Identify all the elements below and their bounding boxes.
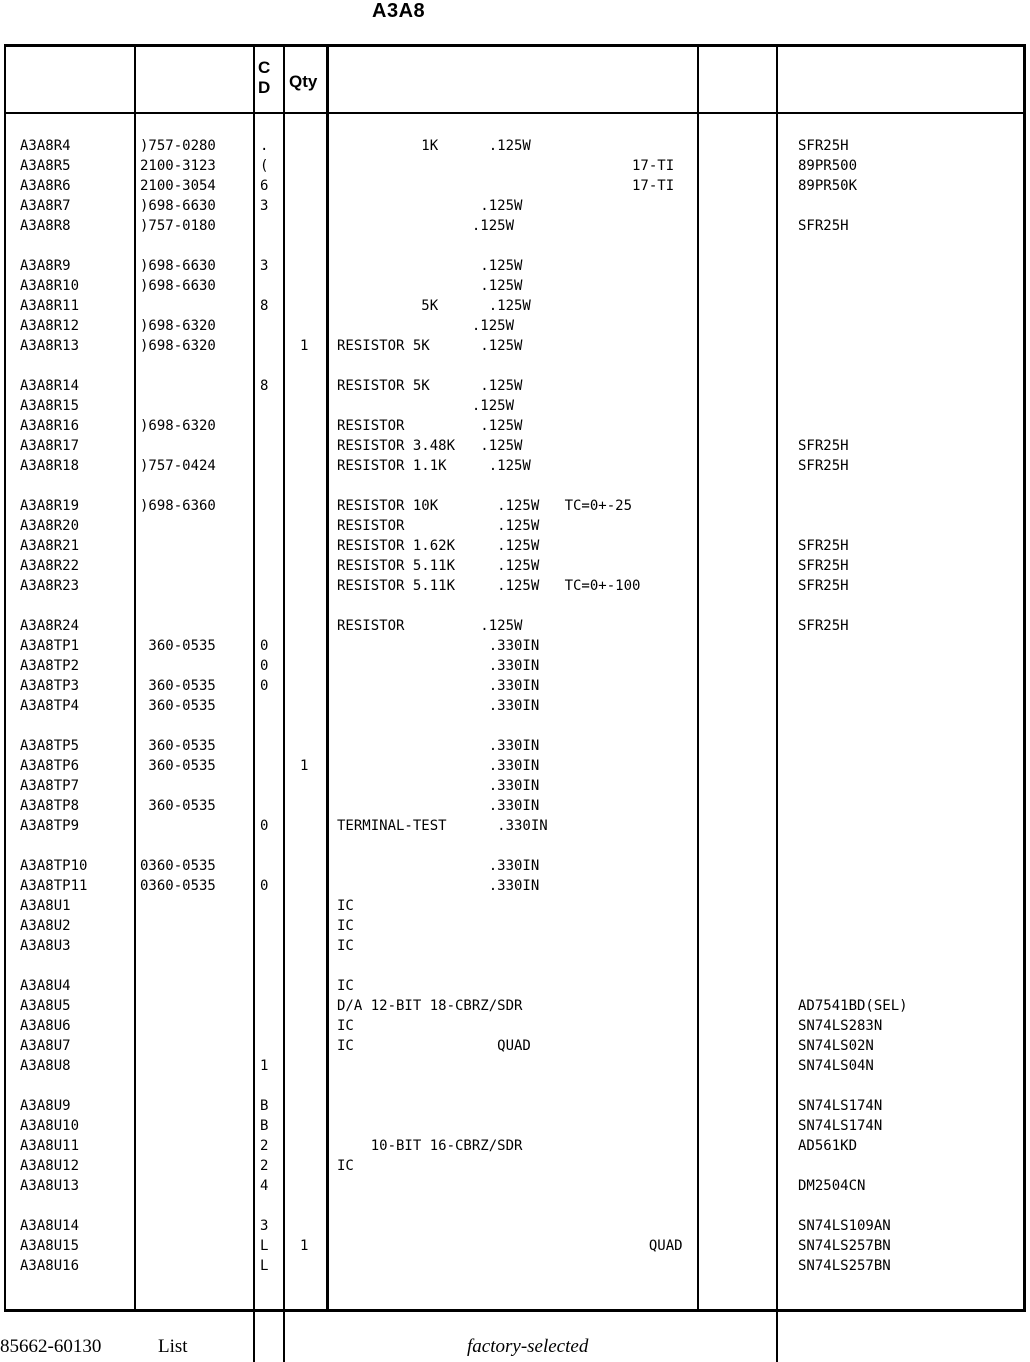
description: .330IN — [337, 758, 540, 774]
header-cd: C D — [258, 58, 271, 97]
check-digit: 3 — [260, 258, 269, 274]
table-row — [0, 636, 1030, 656]
table-row — [0, 876, 1030, 896]
part-reference: A3A8R4 — [20, 138, 71, 154]
part-number: )757-0180 — [140, 218, 216, 234]
part-number: )757-0280 — [140, 138, 216, 154]
part-reference: A3A8TP11 — [20, 878, 88, 894]
part-reference: A3A8U16 — [20, 1258, 80, 1274]
table-row — [0, 736, 1030, 756]
table-row — [0, 776, 1030, 796]
part-number: 2100-3054 — [140, 178, 216, 194]
description: .125W — [337, 318, 515, 334]
part-reference: A3A8R23 — [20, 578, 80, 594]
part-reference: A3A8TP5 — [20, 738, 80, 754]
check-digit: L — [260, 1238, 269, 1254]
description: .330IN — [337, 858, 540, 874]
part-reference: A3A8U15 — [20, 1238, 80, 1254]
table-row — [0, 296, 1030, 316]
mfr-part-number: SFR25H — [798, 578, 849, 594]
footer-note: factory-selected — [467, 1336, 589, 1357]
part-reference: A3A8U11 — [20, 1138, 80, 1154]
mfr-part-number: SN74LS174N — [798, 1098, 883, 1114]
part-reference: A3A8R10 — [20, 278, 80, 294]
table-row — [0, 1256, 1030, 1276]
table-row — [0, 856, 1030, 876]
description: RESISTOR 5K .125W — [337, 378, 523, 394]
table-row — [0, 136, 1030, 156]
part-number: )698-6630 — [140, 198, 216, 214]
part-reference: A3A8TP7 — [20, 778, 80, 794]
table-row — [0, 276, 1030, 296]
part-reference: A3A8R6 — [20, 178, 71, 194]
part-reference: A3A8R9 — [20, 258, 71, 274]
table-row — [0, 1236, 1030, 1256]
table-row — [0, 516, 1030, 536]
mfr-part-number: SN74LS283N — [798, 1018, 883, 1034]
part-reference: A3A8R14 — [20, 378, 80, 394]
description: IC — [337, 898, 354, 914]
check-digit: 3 — [260, 1218, 269, 1234]
description: .330IN — [337, 798, 540, 814]
mfr-part-number: AD7541BD(SEL) — [798, 998, 908, 1014]
table-row — [0, 376, 1030, 396]
part-reference: A3A8U6 — [20, 1018, 71, 1034]
description: RESISTOR .125W — [337, 618, 523, 634]
footer-list: List — [158, 1336, 188, 1357]
mfr-part-number: SN74LS257BN — [798, 1238, 891, 1254]
description: 17-TI — [337, 158, 675, 174]
part-number: 0360-0535 — [140, 878, 216, 894]
table-row — [0, 156, 1030, 176]
part-reference: A3A8TP1 — [20, 638, 80, 654]
description: IC — [337, 918, 354, 934]
mfr-part-number: 89PR500 — [798, 158, 858, 174]
check-digit: 0 — [260, 878, 269, 894]
check-digit: 0 — [260, 658, 269, 674]
part-reference: A3A8TP8 — [20, 798, 80, 814]
table-row — [0, 436, 1030, 456]
description: RESISTOR 5.11K .125W TC=0+-100 — [337, 578, 641, 594]
description: RESISTOR 1.62K .125W — [337, 538, 540, 554]
part-number: )698-6630 — [140, 278, 216, 294]
description: RESISTOR 3.48K .125W — [337, 438, 523, 454]
part-reference: A3A8R22 — [20, 558, 80, 574]
part-number: 2100-3123 — [140, 158, 216, 174]
description: IC — [337, 938, 354, 954]
mfr-part-number: SN74LS04N — [798, 1058, 874, 1074]
table-row — [0, 696, 1030, 716]
part-reference: A3A8U14 — [20, 1218, 80, 1234]
description: .330IN — [337, 678, 540, 694]
mfr-part-number: SN74LS109AN — [798, 1218, 891, 1234]
description: .330IN — [337, 698, 540, 714]
part-number: )698-6320 — [140, 318, 216, 334]
description: IC QUAD — [337, 1038, 531, 1054]
table-row — [0, 1176, 1030, 1196]
mfr-part-number: SFR25H — [798, 458, 849, 474]
description: .125W — [337, 258, 523, 274]
mfr-part-number: 89PR50K — [798, 178, 858, 194]
part-number: )698-6320 — [140, 338, 216, 354]
description: D/A 12-BIT 18-CBRZ/SDR — [337, 998, 523, 1014]
part-reference: A3A8U10 — [20, 1118, 80, 1134]
quantity: 1 — [300, 758, 309, 774]
table-row — [0, 816, 1030, 836]
table-row — [0, 676, 1030, 696]
part-reference: A3A8U7 — [20, 1038, 71, 1054]
mfr-part-number: SN74LS174N — [798, 1118, 883, 1134]
table-row — [0, 616, 1030, 636]
check-digit: . — [260, 138, 269, 154]
table-row — [0, 1016, 1030, 1036]
table-row — [0, 976, 1030, 996]
part-number: 0360-0535 — [140, 858, 216, 874]
description: RESISTOR .125W — [337, 418, 523, 434]
part-reference: A3A8R8 — [20, 218, 71, 234]
part-number: 360-0535 — [140, 678, 216, 694]
part-reference: A3A8U4 — [20, 978, 71, 994]
part-reference: A3A8TP2 — [20, 658, 80, 674]
table-row — [0, 196, 1030, 216]
description: .330IN — [337, 658, 540, 674]
table-row — [0, 996, 1030, 1016]
part-reference: A3A8R24 — [20, 618, 80, 634]
mfr-part-number: SN74LS257BN — [798, 1258, 891, 1274]
part-reference: A3A8R12 — [20, 318, 80, 334]
description: IC — [337, 978, 354, 994]
part-reference: A3A8U2 — [20, 918, 71, 934]
quantity: 1 — [300, 1238, 309, 1254]
mfr-part-number: SFR25H — [798, 438, 849, 454]
check-digit: L — [260, 1258, 269, 1274]
table-row — [0, 916, 1030, 936]
description: IC — [337, 1018, 354, 1034]
check-digit: ( — [260, 158, 269, 174]
table-row — [0, 396, 1030, 416]
part-reference: A3A8U8 — [20, 1058, 71, 1074]
check-digit: 1 — [260, 1058, 269, 1074]
description: .330IN — [337, 778, 540, 794]
part-number: )698-6360 — [140, 498, 216, 514]
table-row — [0, 256, 1030, 276]
description: .125W — [337, 398, 515, 414]
part-number: 360-0535 — [140, 698, 216, 714]
check-digit: B — [260, 1098, 269, 1114]
description: RESISTOR 1.1K .125W — [337, 458, 531, 474]
part-number: )698-6320 — [140, 418, 216, 434]
description: RESISTOR .125W — [337, 518, 540, 534]
table-row — [0, 1056, 1030, 1076]
header-qty: Qty — [289, 72, 318, 91]
mfr-part-number: AD561KD — [798, 1138, 858, 1154]
table-row — [0, 216, 1030, 236]
description: .125W — [337, 198, 523, 214]
check-digit: 3 — [260, 198, 269, 214]
table-row — [0, 176, 1030, 196]
part-reference: A3A8R5 — [20, 158, 71, 174]
part-reference: A3A8U13 — [20, 1178, 80, 1194]
part-number: )757-0424 — [140, 458, 216, 474]
table-row — [0, 1136, 1030, 1156]
part-reference: A3A8R18 — [20, 458, 80, 474]
description: .125W — [337, 278, 523, 294]
part-reference: A3A8U12 — [20, 1158, 80, 1174]
part-reference: A3A8R20 — [20, 518, 80, 534]
table-row — [0, 316, 1030, 336]
part-reference: A3A8R15 — [20, 398, 80, 414]
mfr-part-number: SFR25H — [798, 218, 849, 234]
table-row — [0, 416, 1030, 436]
mfr-part-number: SFR25H — [798, 538, 849, 554]
part-reference: A3A8U3 — [20, 938, 71, 954]
part-reference: A3A8R7 — [20, 198, 71, 214]
part-reference: A3A8U9 — [20, 1098, 71, 1114]
part-reference: A3A8U1 — [20, 898, 71, 914]
check-digit: 4 — [260, 1178, 269, 1194]
check-digit: 2 — [260, 1138, 269, 1154]
table-row — [0, 656, 1030, 676]
table-row — [0, 1216, 1030, 1236]
check-digit: 0 — [260, 638, 269, 654]
check-digit: 0 — [260, 818, 269, 834]
description: .330IN — [337, 878, 540, 894]
description: 5K .125W — [337, 298, 531, 314]
part-number: 360-0535 — [140, 638, 216, 654]
mfr-part-number: SFR25H — [798, 618, 849, 634]
description: QUAD — [337, 1238, 683, 1254]
part-reference: A3A8TP9 — [20, 818, 80, 834]
mfr-part-number: SN74LS02N — [798, 1038, 874, 1054]
description: 10-BIT 16-CBRZ/SDR — [337, 1138, 523, 1154]
divider — [4, 112, 1026, 114]
mfr-part-number: SFR25H — [798, 558, 849, 574]
table-row — [0, 936, 1030, 956]
table-row — [0, 896, 1030, 916]
description: 17-TI — [337, 178, 675, 194]
quantity: 1 — [300, 338, 309, 354]
table-row — [0, 456, 1030, 476]
description: RESISTOR 5.11K .125W — [337, 558, 540, 574]
description: RESISTOR 10K .125W TC=0+-25 — [337, 498, 633, 514]
part-reference: A3A8TP3 — [20, 678, 80, 694]
description: IC — [337, 1158, 354, 1174]
description: .125W — [337, 218, 515, 234]
footer-part-number: 85662-60130 — [0, 1336, 102, 1357]
table-row — [0, 336, 1030, 356]
description: .330IN — [337, 738, 540, 754]
part-reference: A3A8R13 — [20, 338, 80, 354]
check-digit: B — [260, 1118, 269, 1134]
description: TERMINAL-TEST .330IN — [337, 818, 548, 834]
part-number: 360-0535 — [140, 758, 216, 774]
description: .330IN — [337, 638, 540, 654]
part-reference: A3A8R16 — [20, 418, 80, 434]
part-reference: A3A8TP10 — [20, 858, 88, 874]
table-row — [0, 796, 1030, 816]
table-row — [0, 536, 1030, 556]
part-number: 360-0535 — [140, 738, 216, 754]
part-number: )698-6630 — [140, 258, 216, 274]
table-row — [0, 1116, 1030, 1136]
table-row — [0, 1036, 1030, 1056]
table-row — [0, 576, 1030, 596]
part-reference: A3A8TP4 — [20, 698, 80, 714]
part-reference: A3A8U5 — [20, 998, 71, 1014]
description: 1K .125W — [337, 138, 531, 154]
part-number: 360-0535 — [140, 798, 216, 814]
part-reference: A3A8TP6 — [20, 758, 80, 774]
check-digit: 2 — [260, 1158, 269, 1174]
table-row — [0, 1156, 1030, 1176]
mfr-part-number: DM2504CN — [798, 1178, 866, 1194]
table-row — [0, 1096, 1030, 1116]
table-row — [0, 496, 1030, 516]
part-reference: A3A8R21 — [20, 538, 80, 554]
table-row — [0, 756, 1030, 776]
part-reference: A3A8R19 — [20, 498, 80, 514]
check-digit: 8 — [260, 378, 269, 394]
check-digit: 6 — [260, 178, 269, 194]
page-title: A3A8 — [372, 0, 426, 22]
description: RESISTOR 5K .125W — [337, 338, 523, 354]
mfr-part-number: SFR25H — [798, 138, 849, 154]
table-row — [0, 556, 1030, 576]
part-reference: A3A8R17 — [20, 438, 80, 454]
check-digit: 8 — [260, 298, 269, 314]
divider — [4, 44, 1026, 47]
check-digit: 0 — [260, 678, 269, 694]
part-reference: A3A8R11 — [20, 298, 80, 314]
